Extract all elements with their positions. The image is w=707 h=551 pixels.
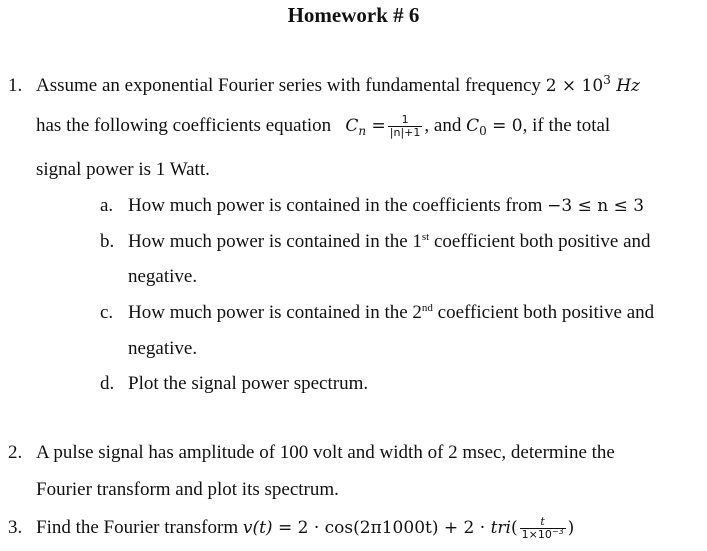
coefficient-equation [345, 113, 424, 139]
part-label-d: d. [100, 373, 115, 394]
close-paren: ) [567, 518, 575, 538]
page-title: Homework # 6 [287, 3, 420, 27]
part-text: How much power is contained in the 2 [128, 302, 422, 323]
question-number: 1. [8, 75, 23, 96]
fraction-denominator [520, 529, 566, 541]
c0-equation [466, 116, 523, 136]
c0-symbol: C [466, 116, 480, 136]
question-2-line-1: A pulse signal has amplitude of 100 volt and width of 2 msec, determine the [36, 442, 615, 463]
part-c-continuation: negative. [128, 338, 198, 359]
equals-sign: = [371, 116, 386, 136]
frequency-expression [545, 73, 641, 96]
question-number: 3. [8, 517, 23, 538]
c0-value: = 0 [492, 116, 523, 136]
question-text: Find the Fourier transform [36, 517, 243, 538]
part-text: coefficient both positive and [432, 302, 655, 323]
question-2-line-2: Fourier transform and plot its spectrum. [36, 479, 339, 500]
question-1-line-3: signal power is 1 Watt. [36, 159, 210, 180]
coefficient-fraction [388, 114, 423, 139]
signal-cos-term: = 2 · cos(2π1000t) + 2 · [272, 518, 491, 538]
fraction-numerator: 1 [388, 114, 423, 127]
question-text: , and [424, 115, 467, 136]
part-a [128, 194, 644, 218]
ordinal-suffix: nd [421, 302, 433, 314]
tri-argument-fraction [520, 516, 566, 541]
frequency-exponent: 3 [603, 73, 611, 87]
part-label-c: c. [100, 302, 114, 323]
part-text: coefficient both positive and [429, 231, 651, 252]
question-3-line-1 [36, 516, 574, 541]
question-number: 2. [8, 442, 23, 463]
ordinal-suffix: st [421, 231, 430, 243]
question-text: Assume an exponential Fourier series with fundamental frequency [36, 75, 546, 96]
range-expression: −3 ≤ n ≤ 3 [547, 196, 645, 216]
part-b [128, 230, 651, 254]
frequency-base: 2 × 10 [545, 76, 604, 96]
tri-function: tri [490, 518, 511, 538]
coefficient-subscript: n [358, 124, 367, 138]
question-1-line-1 [36, 74, 640, 98]
part-label-b: b. [100, 231, 115, 252]
part-d: Plot the signal power spectrum. [128, 373, 369, 394]
c0-subscript: 0 [479, 124, 487, 138]
open-paren: ( [510, 518, 518, 538]
fraction-numerator: t [520, 516, 566, 529]
coefficient-symbol: C [345, 116, 359, 136]
denominator-exponent: −3 [551, 527, 564, 536]
part-text: How much power is contained in the coefficients from [128, 195, 548, 216]
part-b-continuation: negative. [128, 266, 198, 287]
signal-lhs: v(t) [242, 518, 273, 538]
part-label-a: a. [100, 195, 114, 216]
part-c [128, 301, 654, 325]
fraction-denominator: |n|+1 [389, 126, 421, 139]
question-text: , if the total [522, 115, 611, 136]
question-1-line-2 [36, 114, 610, 139]
question-text: has the following coefficients equation [36, 115, 332, 136]
denominator-base: 1×10 [521, 528, 552, 541]
signal-equation [242, 515, 575, 541]
frequency-unit: Hz [616, 76, 641, 96]
part-text: How much power is contained in the 1 [128, 231, 422, 252]
